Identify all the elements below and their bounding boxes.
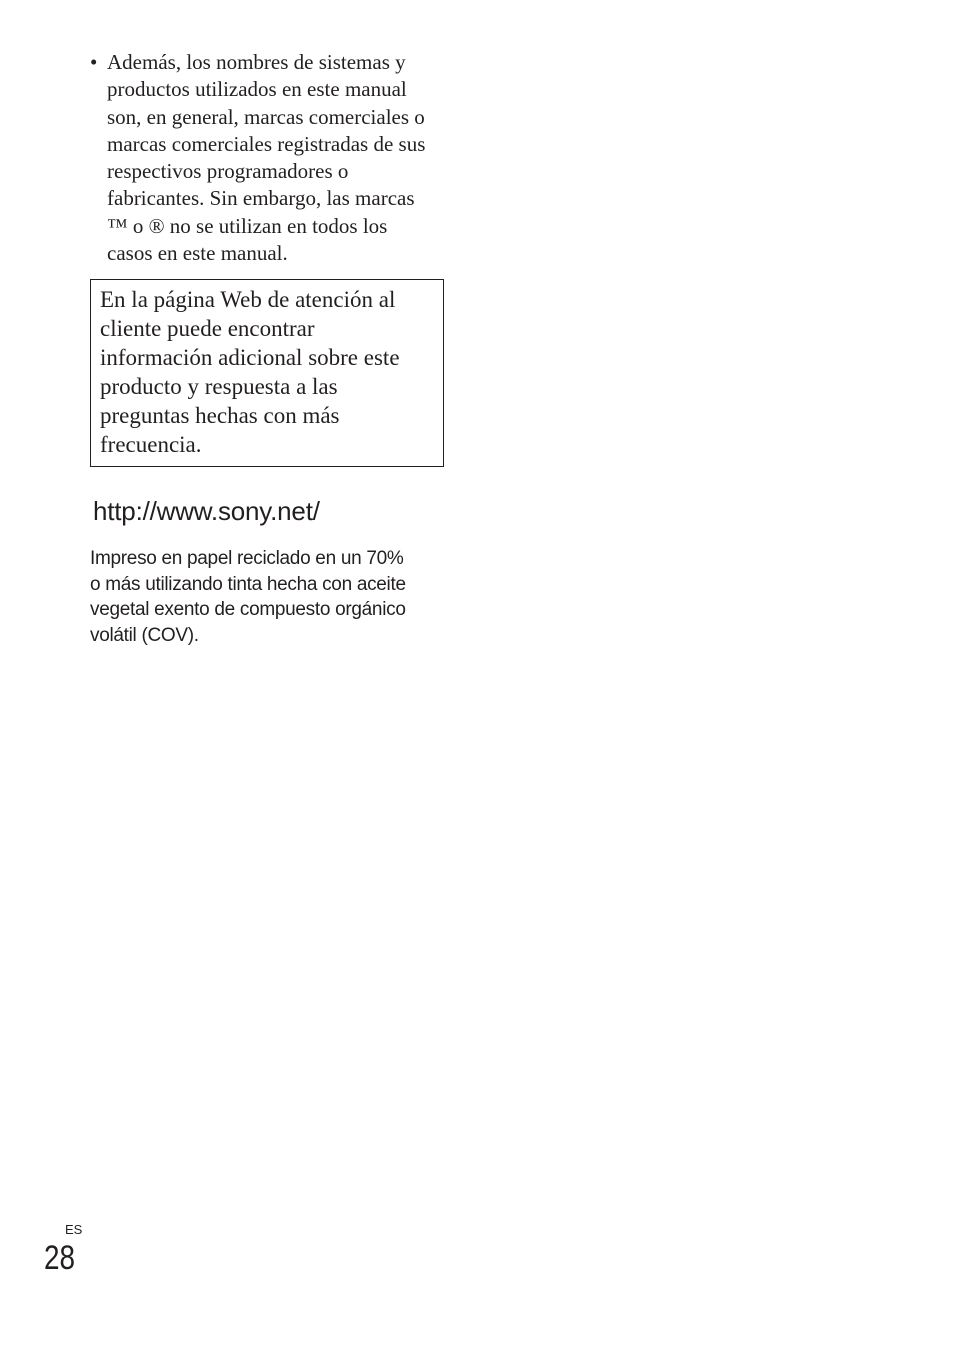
support-line: información adicional sobre este [100, 345, 400, 370]
support-line: preguntas hechas con más [100, 403, 340, 428]
customer-support-box [90, 279, 444, 467]
recycle-line: volátil (COV). [90, 624, 199, 646]
trademark-line: son, en general, marcas comerciales o [107, 104, 425, 129]
support-line: producto y respuesta a las [100, 374, 338, 399]
trademark-line: casos en este manual. [107, 241, 288, 266]
trademark-line: fabricantes. Sin embargo, las marcas [107, 186, 415, 211]
trademark-line: marcas comerciales registradas de sus [107, 131, 426, 156]
trademark-line: respectivos programadores o [107, 159, 349, 184]
support-line: frecuencia. [100, 432, 202, 457]
recycle-line: o más utilizando tinta hecha con aceite [90, 573, 406, 595]
recycle-line: vegetal exento de compuesto orgánico [90, 599, 406, 621]
trademark-line: productos utilizados en este manual [107, 77, 407, 102]
support-line: En la página Web de atención al [100, 287, 396, 312]
trademark-note-text [107, 49, 450, 267]
page-number: 28 [44, 1239, 76, 1277]
support-line: cliente puede encontrar [100, 316, 315, 341]
language-code: ES [65, 1222, 83, 1237]
bullet-mark: • [90, 50, 98, 74]
recycle-line: Impreso en papel reciclado en un 70% [90, 548, 404, 569]
trademark-line: ™ o ® no se utilizan en todos los [107, 213, 388, 238]
trademark-line: Además, los nombres de sistemas y [107, 50, 406, 74]
trademark-note [90, 49, 450, 267]
sony-website-url: http://www.sony.net/ [93, 496, 320, 526]
recycled-paper-note [90, 546, 450, 648]
